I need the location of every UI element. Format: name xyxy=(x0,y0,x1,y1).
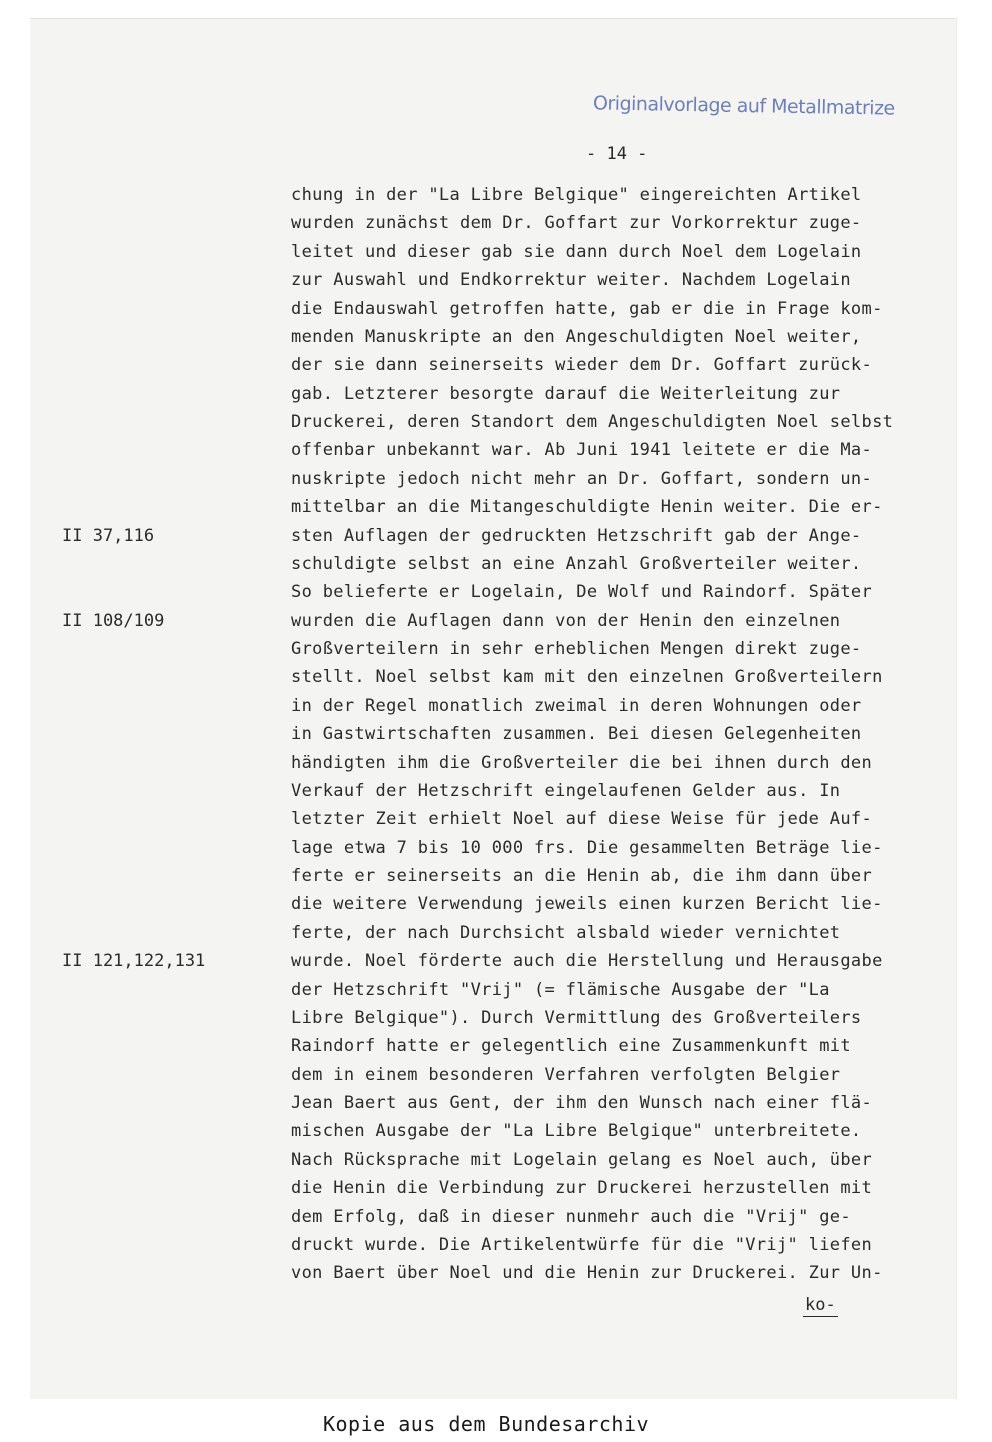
text-line: wurden zunächst dem Dr. Goffart zur Vorkorrektur zuge- xyxy=(291,213,862,234)
text-line: menden Manuskripte an den Angeschuldigten Noel weiter, xyxy=(291,326,862,347)
text-line: sten Auflagen der gedruckten Hetzschrift gab der Ange- xyxy=(291,525,862,546)
archive-stamp: Originalvorlage auf Metallmatrize xyxy=(592,92,895,120)
text-line: schuldigte selbst an eine Anzahl Großverteiler weiter. xyxy=(291,553,862,574)
text-line: Raindorf hatte er gelegentlich eine Zusammenkunft mit xyxy=(291,1036,851,1057)
text-line: So belieferte er Logelain, De Wolf und Raindorf. Später xyxy=(291,582,873,603)
text-line: chung in der "La Libre Belgique" eingereichten Artikel xyxy=(291,185,862,205)
text-line: dem Erfolg, daß in dieser nunmehr auch die "Vrij" ge- xyxy=(291,1206,851,1227)
text-line: von Baert über Noel und die Henin zur Druckerei. Zur Un- xyxy=(291,1263,883,1284)
text-line: gab. Letzterer besorgte darauf die Weiterleitung zur xyxy=(291,383,841,404)
margin-reference: II 37,116 xyxy=(62,525,155,546)
text-line: der sie dann seinerseits wieder dem Dr. Goffart zurück- xyxy=(291,355,873,376)
text-line: in Gastwirtschaften zusammen. Bei diesen Gelegenheiten xyxy=(291,724,862,745)
text-line: wurden die Auflagen dann von der Henin den einzelnen xyxy=(291,610,841,631)
text-line: händigten ihm die Großverteiler die bei ihnen durch den xyxy=(291,752,873,773)
text-line: Nach Rücksprache mit Logelain gelang es Noel auch, über xyxy=(291,1149,873,1170)
text-line: offenbar unbekannt war. Ab Juni 1941 leitete er die Ma- xyxy=(291,440,873,461)
text-line: mischen Ausgabe der "La Libre Belgique" unterbreitete. xyxy=(291,1121,862,1142)
text-line: mittelbar an die Mitangeschuldigte Henin weiter. Die er- xyxy=(291,497,883,518)
margin-reference: II 108/109 xyxy=(62,610,165,631)
text-line: lage etwa 7 bis 10 000 frs. Die gesammelten Beträge lie- xyxy=(291,837,883,858)
text-line: die Endauswahl getroffen hatte, gab er die in Frage kom- xyxy=(291,298,883,319)
text-line: dem in einem besonderen Verfahren verfolgten Belgier xyxy=(291,1064,841,1085)
text-line: Libre Belgique"). Durch Vermittlung des Großverteilers xyxy=(291,1007,862,1028)
text-line: die weitere Verwendung jeweils einen kurzen Bericht lie- xyxy=(291,894,883,915)
text-line: Großverteilern in sehr erheblichen Mengen direkt zuge- xyxy=(291,639,862,659)
text-line: letzter Zeit erhielt Noel auf diese Weise für jede Auf- xyxy=(291,809,873,830)
text-line: leitet und dieser gab sie dann durch Noel dem Logelain xyxy=(291,241,862,262)
text-line: Verkauf der Hetzschrift eingelaufenen Gelder aus. In xyxy=(291,780,841,801)
text-line: druckt wurde. Die Artikelentwürfe für die "Vrij" liefen xyxy=(291,1234,873,1255)
text-line: in der Regel monatlich zweimal in deren Wohnungen oder xyxy=(291,695,862,716)
page-number: - 14 - xyxy=(586,144,648,164)
text-line: wurde. Noel förderte auch die Herstellung und Herausgabe xyxy=(291,951,883,972)
text-line: Druckerei, deren Standort dem Angeschuldigten Noel selbst xyxy=(291,412,894,432)
margin-reference: II 121,122,131 xyxy=(62,951,206,972)
text-line: nuskripte jedoch nicht mehr an Dr. Goffart, sondern un- xyxy=(291,468,873,489)
text-line: zur Auswahl und Endkorrektur weiter. Nachdem Logelain xyxy=(291,270,851,291)
text-line: ferte, der nach Durchsicht alsbald wieder vernichtet xyxy=(291,922,841,943)
text-line: ferte er seinerseits an die Henin ab, die ihm dann über xyxy=(291,866,873,886)
catchword: ko- xyxy=(805,1295,836,1315)
text-line: der Hetzschrift "Vrij" (= flämische Ausgabe der "La xyxy=(291,979,830,1000)
text-line: die Henin die Verbindung zur Druckerei herzustellen mit xyxy=(291,1178,873,1199)
body-text xyxy=(291,181,893,1288)
archive-footer: Kopie aus dem Bundesarchiv xyxy=(322,1412,650,1436)
text-line: stellt. Noel selbst kam mit den einzelnen Großverteilern xyxy=(291,667,883,688)
text-line: Jean Baert aus Gent, der ihm den Wunsch nach einer flä- xyxy=(291,1093,873,1113)
